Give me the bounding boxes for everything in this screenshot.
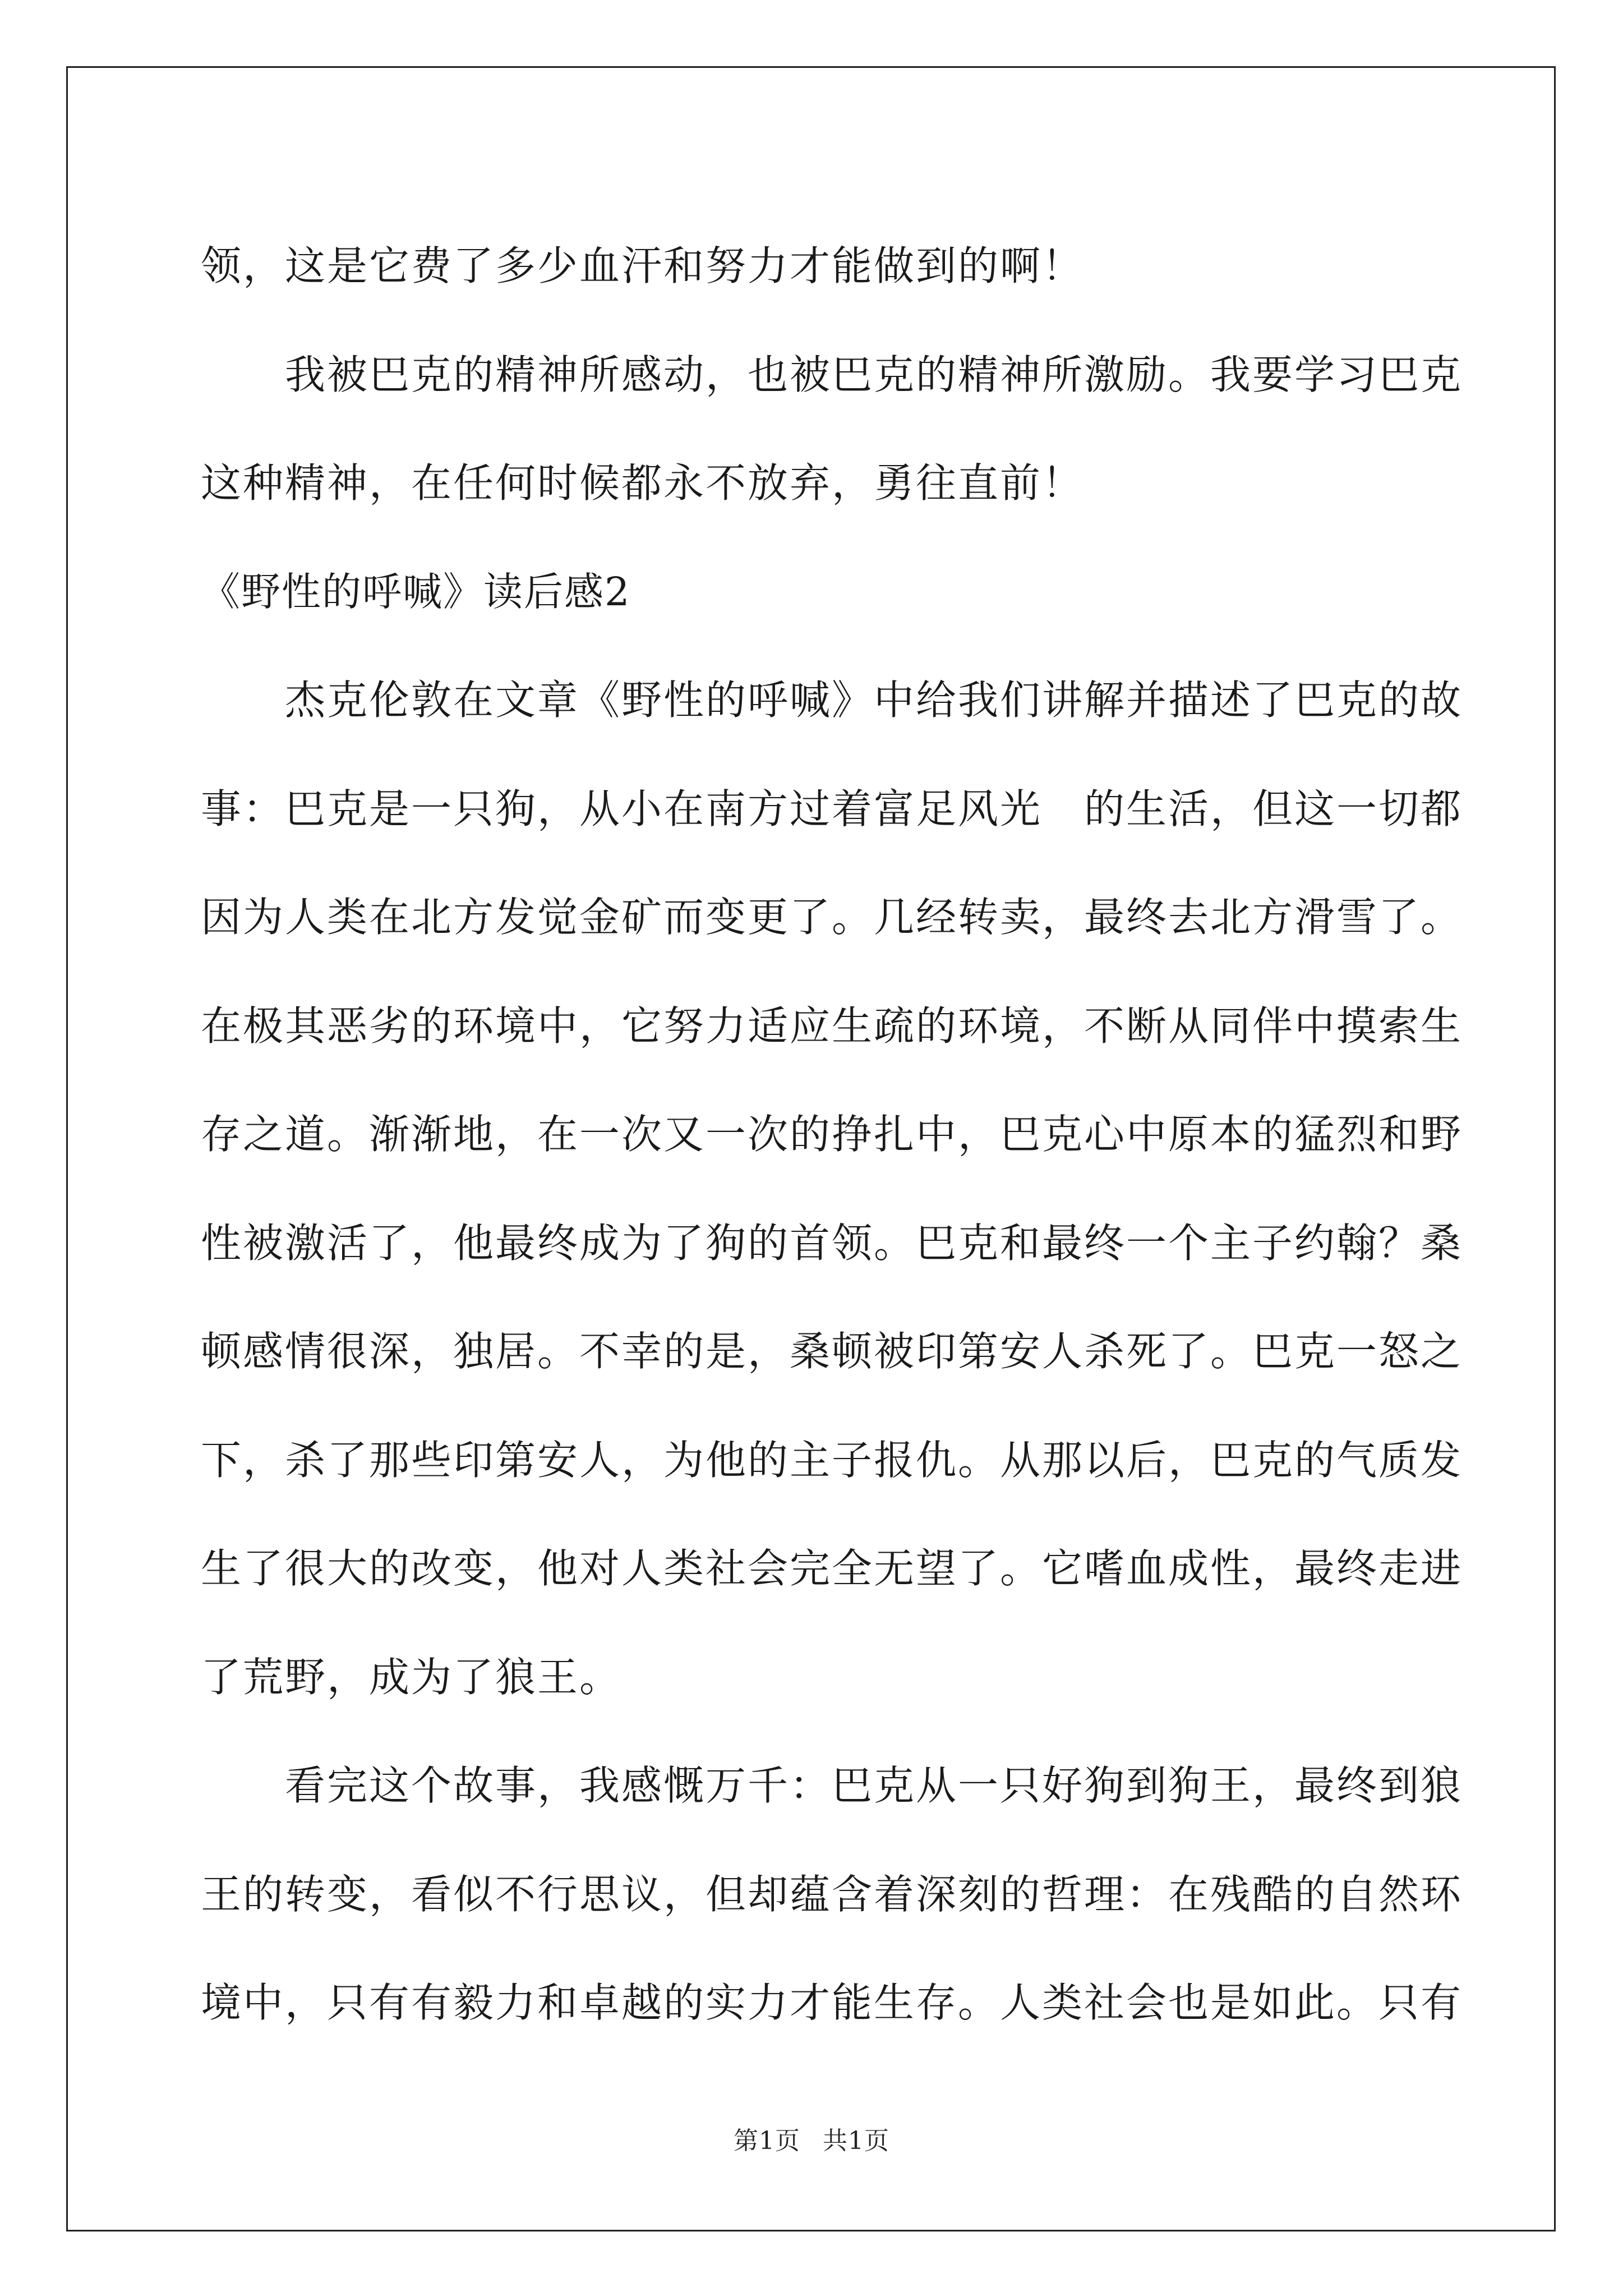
page-number-total: 共1页 <box>823 2127 889 2155</box>
text-line-10: 性被激活了，他最终成为了狗的首领。巴克和最终一个主子约翰？桑 <box>201 1219 1463 1267</box>
text-line-9: 存之道。渐渐地，在一次又一次的挣扎中，巴克心中原本的猛烈和野 <box>201 1111 1463 1158</box>
paragraph-start-line: 我被巴克的精神所感动，也被巴克的精神所激励。我要学习巴克 <box>285 351 1463 398</box>
text-line-6: 事：巴克是一只狗，从小在南方过着富足风光 的生活，但这一切都 <box>201 785 1463 832</box>
section-heading: 《野性的呼喊》读后感2 <box>201 568 631 615</box>
page-number-current: 第1页 <box>734 2127 800 2155</box>
text-line-8: 在极其恶劣的环境中，它努力适应生疏的环境，不断从同伴中摸索生 <box>201 1002 1463 1050</box>
text-line-13: 生了很大的改变，他对人类社会完全无望了。它嗜血成性，最终走进 <box>201 1545 1463 1592</box>
text-line-7: 因为人类在北方发觉金矿而变更了。几经转卖，最终去北方滑雪了。 <box>201 894 1463 941</box>
text-line-12: 下，杀了那些印第安人，为他的主子报仇。从那以后，巴克的气质发 <box>201 1436 1463 1484</box>
text-line-17: 境中，只有有毅力和卓越的实力才能生存。人类社会也是如此。只有 <box>201 1979 1463 2026</box>
paragraph-start-line: 杰克伦敦在文章《野性的呼喊》中给我们讲解并描述了巴克的故 <box>285 677 1463 724</box>
text-line-11: 顿感情很深，独居。不幸的是，桑顿被印第安人杀死了。巴克一怒之 <box>201 1328 1463 1375</box>
text-line-16: 王的转变，看似不行思议，但却蕴含着深刻的哲理：在残酷的自然环 <box>201 1870 1463 1918</box>
document-body <box>201 212 1463 2058</box>
text-line-3: 这种精神，在任何时候都永不放弃，勇往直前！ <box>201 459 1085 507</box>
page-footer <box>0 2120 1623 2156</box>
paragraph-start-line: 看完这个故事，我感慨万千：巴克从一只好狗到狗王，最终到狼 <box>285 1762 1463 1809</box>
text-line-1: 领，这是它费了多少血汗和努力才能做到的啊！ <box>201 242 1085 289</box>
text-line-14: 了荒野，成为了狼王。 <box>201 1653 622 1701</box>
